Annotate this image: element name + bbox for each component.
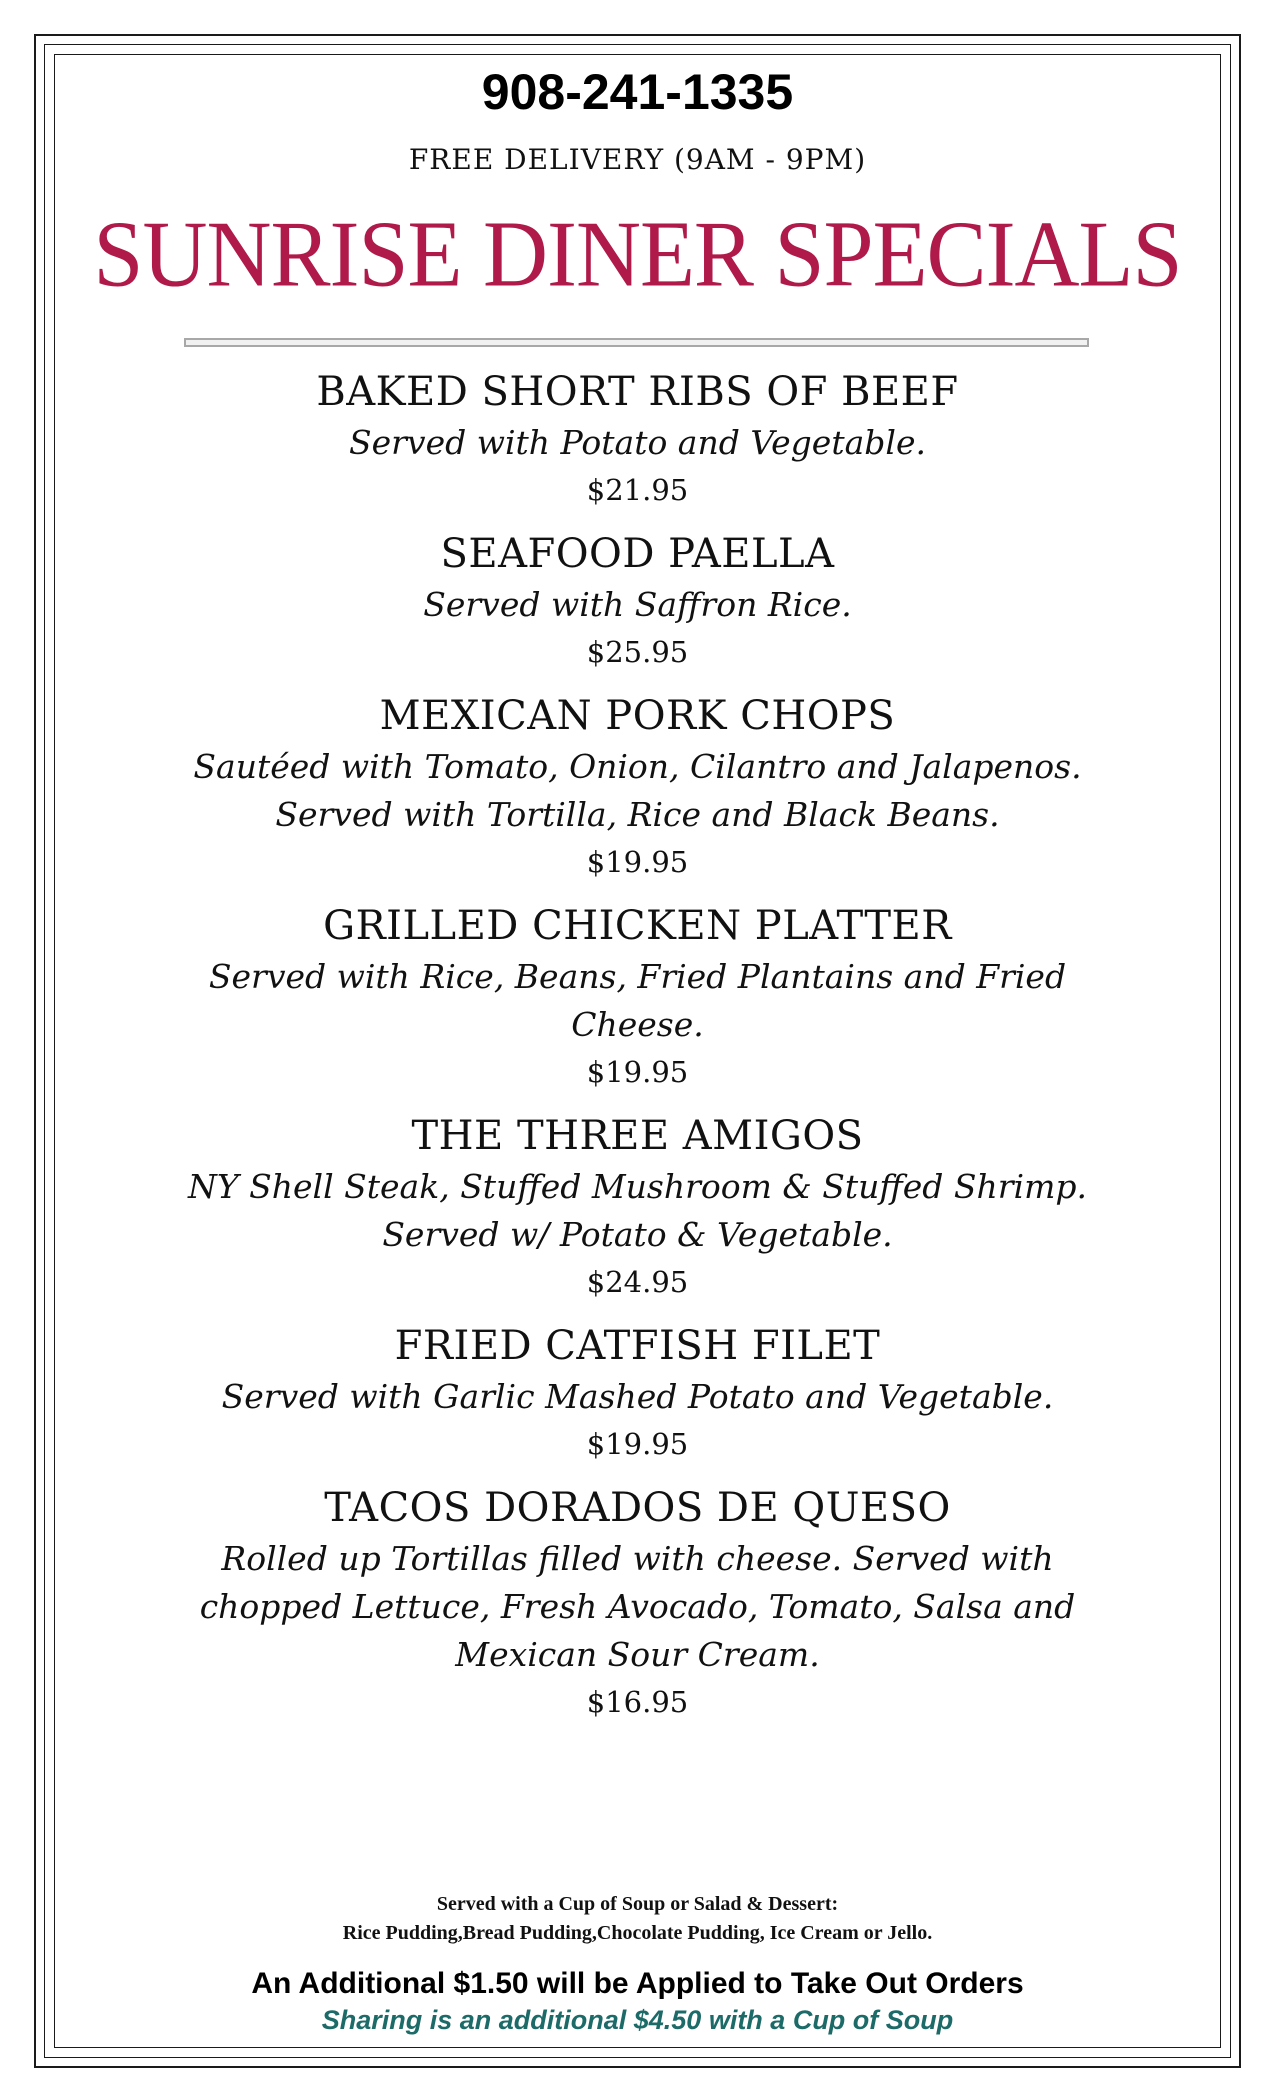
item-price: $19.95 [586, 1427, 689, 1461]
item-price: $25.95 [586, 635, 689, 669]
dessert-options-line: Rice Pudding,Bread Pudding,Chocolate Pudding, Ice Cream or Jello. [342, 1922, 933, 1944]
phone-number: 908-241-1335 [481, 64, 794, 120]
item-description: NY Shell Steak, Stuffed Mushroom & Stuffed Shrimp. Served w/ Potato & Vegetable. [188, 1167, 1087, 1254]
delivery-hours: FREE DELIVERY (9AM - 9PM) [408, 143, 867, 176]
item-description: Served with Potato and Vegetable. [349, 423, 926, 462]
sharing-notice: Sharing is an additional $4.50 with a Cup of Soup [321, 2005, 954, 2035]
item-price: $24.95 [586, 1265, 689, 1299]
item-description: Rolled up Tortillas filled with cheese. Served with chopped Lettuce, Fresh Avocado, Tomato, Salsa and Mexican Sour Cream. [199, 1539, 1076, 1674]
item-price: $16.95 [586, 1685, 689, 1719]
list-item [60, 1109, 1215, 1305]
list-item [60, 1481, 1215, 1725]
item-name: FRIED CATFISH FILET [394, 1323, 881, 1369]
menu-page [60, 60, 1215, 2040]
served-with-note [60, 1890, 1215, 1948]
item-name: BAKED SHORT RIBS OF BEEF [316, 369, 959, 415]
item-price: $19.95 [586, 1055, 689, 1089]
item-name: MEXICAN PORK CHOPS [379, 693, 896, 739]
list-item [60, 1319, 1215, 1467]
item-description: Served with Saffron Rice. [423, 585, 852, 624]
list-item [60, 689, 1215, 885]
item-description: Served with Garlic Mashed Potato and Vegetable. [221, 1377, 1054, 1416]
specials-list [60, 365, 1215, 1739]
page-title: SUNRISE DINER SPECIALS [93, 202, 1182, 307]
list-item [60, 899, 1215, 1095]
item-description: Served with Rice, Beans, Fried Plantains and Fried Cheese. [208, 957, 1067, 1044]
item-name: SEAFOOD PAELLA [440, 531, 835, 577]
served-with-line: Served with a Cup of Soup or Salad & Dessert: [436, 1893, 839, 1915]
item-name: TACOS DORADOS DE QUESO [324, 1485, 951, 1531]
list-item [60, 365, 1215, 513]
takeout-notice: An Additional $1.50 will be Applied to Take Out Orders [251, 1967, 1024, 2000]
item-description: Sautéed with Tomato, Onion, Cilantro and Jalapenos. Served with Tortilla, Rice and Black Beans. [193, 747, 1082, 834]
item-name: THE THREE AMIGOS [411, 1113, 864, 1159]
list-item [60, 527, 1215, 675]
item-price: $21.95 [586, 473, 689, 507]
item-name: GRILLED CHICKEN PLATTER [323, 903, 952, 949]
item-price: $19.95 [586, 845, 689, 879]
title-divider [184, 338, 1089, 347]
